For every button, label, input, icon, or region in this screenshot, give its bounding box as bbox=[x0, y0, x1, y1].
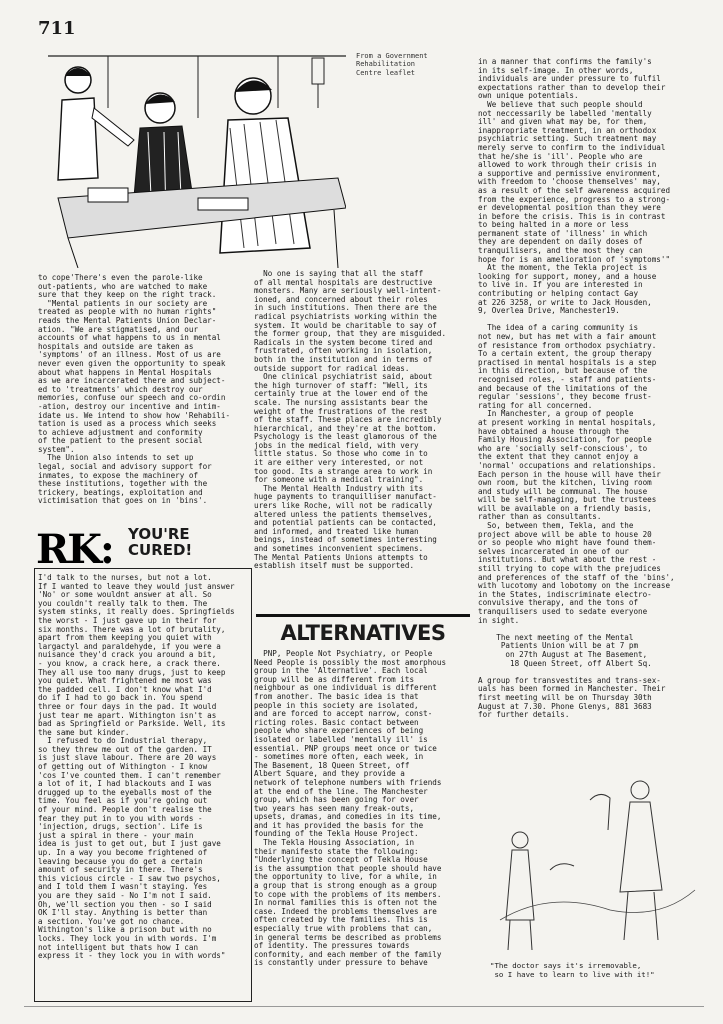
article-column-2: No one is saying that all the staff of all mental hospitals are destructive monsters. Many are seriously well-intent- ioned, and concerned about their roles in such institutions. Then there are the radical psychiatrists working within the system. It would be charitable to say of the former group, that they are misguided. Radicals in the system become tired and frustrated, often working in isolation, both in the institution and in terms of outside support for radical ideas. One clinical psychiatrist said, about the high turnover of staff: "Well, its certainly true at the lower end of the scale. The nursing assistants bear the weight of the frustrations of the rest of the staff. These places are incredibly hierarchical, and they're at the bottom. Psychology is the least glamorous of the jobs in the medical field, with very little status. So those who come in to it are either very interested, or not too good. Its a strange area to work in for someone with a medical training". The Mental Health Industry with its huge payments to tranquilliser manufact- urers like Roche, will not be radically altered unless the patients themselves, and potential patients can be contacted, and informed, and treated like human beings, instead of sometimes interesting and sometimes inconvenient specimens. The Mental Patients Unions attempts to establish itself must be supported. bbox=[254, 270, 447, 571]
rk-heading bbox=[36, 525, 246, 573]
page-number: 711 bbox=[38, 18, 76, 39]
article-column-3: in a manner that confirms the family's in its self-image. In other words, individuals are under pressure to fulfil expectations rather than to develop their own unique potentials. We believe that such people should not neccessarily be labelled 'mentally ill' and given what may be, for them, inappropriate treatment, in an orthodox psychiatric setting. Such treatment may merely serve to confirm to the individual that he/she is 'ill'. People who are allowed to work through their crisis in a supportive and permissive environment, with freedom to 'choose themselves' may, as a result of the self awareness acquired from the experience, progress to a strong- er developmental position than they were in before the crisis. This is in contrast to being halted in a more or less permanent state of 'illness' in which they are dependent on daily doses of tranquilisers, and the most they can hope for is an amelioration of 'symptoms'" At the moment, the Tekla project is looking for support, money, and a house to live in. If you are interested in contributing or helping contact Gay at 226 3258, or write to Jack Housden, 9, Overlea Drive, Manchester19. The idea of a caring community is not new, but has met with a fair amount of resistance from orthodox psychiatry. To a certain extent, the group therapy practised in mental hospitals is a step in this direction, but because of the recognised roles, - staff and patients- and because of the limitations of the regular 'sessions', they become frust- rating for all concerned. In Manchester, a group of people at present working in mental hospitals, have obtained a house through the Family Housing Association, for people who are 'socially self-conscious', to the extent that they cannot enjoy a 'normal' occupations and relationships. Each person in the house will have their own room, but the kitchen, living room and study will be communal. The house will be self-managing, but the trustees will be available on a friendly basis, rather than as consultants. So, between them, Tekla, and the project above will be able to house 20 or so people who might have found them- selves incarcerated in one of our institutions. But what about the rest - still trying to cope with the prejudices and preferences of the staff of the 'bins', with lucotomy and lobotomy on the increase in the States, indiscriminate electro- convulsive therapy, and the tons of tranquilisers used to sedate everyone in sight. The next meeting of the Mental Patients Union will be at 7 pm on 27th August at The Basement, 18 Queen Street, off Albert Sq. A group for transvestites and trans-sex- uals has been formed in Manchester. Their first meeting will be on Thursday 30th August at 7.30. Phone Glenys, 881 3683 for further details. bbox=[478, 58, 675, 720]
rk-subtitle: YOU'RE CURED! bbox=[128, 525, 193, 559]
cartoon-caption: "The doctor says it's irremovable, so I have to learn to live with it!" bbox=[490, 961, 655, 979]
alternatives-column: PNP, People Not Psychiatry, or People Need People is possibly the most amorphous group in the 'Alternative'. Each local group will be as different from its neighbour as one individual is different from another. The basic idea is that people in this society are isolated, and are forced to accept narrow, const- ricting roles. Basic contact between people who share experiences of being isolated or labelled 'mentally ill' is essential. PNP groups meet once or twice - sometimes more often, each week, in The Basement, 18 Queen Street, off Albert Square, and they provide a network of telephone numbers with friends at the end of the line. The Manchester group, which has been going for over two years has seen many freak-outs, upsets, dramas, and comedies in its time, and it has provided the basis for the founding of the Tekla House Project. The Tekla Housing Association, in their manifesto state the following: "Underlying the concept of Tekla House is the assumption that people should have the opportunity to live, for a while, in a group that is strong enough as a group to cope with the problems of its members. In normal families this is often not the case. Indeed the problems themselves are often created by the families. This is especially true with problems that can, in general terms be described as problems of identity. The pressures towards conformity, and each member of the family is constantly under pressure to behave bbox=[254, 650, 447, 968]
testimony-text: I'd talk to the nurses, but not a lot. If I wanted to leave they would just answer 'No' or some wouldnt answer at all. So you couldn't really talk to them. The system stinks, it really does. Springfields the worst - I just gave up in their for six months. There was a lot of brutality, apart from them keeping you quiet with largactyl and paraldehyde, if you were a nuisance they'd crack you around a bit, - you know, a crack here, a crack there. They all use too many drugs, just to keep you quiet. What frightened me most was the padded cell. I don't know what I'd do if I had to go back in. You spend three or four days in the pad. It would just tear me apart. Withington isn't as bad as Springfield or Parkside. Well, its the same but kinder. I refused to do Industrial therapy, so they threw me out of the garden. IT is just slave labour. There are 20 ways of getting out of Withington - I know 'cos I've counted them. I can't remember a lot of it, I had blackouts and I was drugged up to the eyeballs most of the time. You feel as if you're going out of your mind. People don't realise the fear they put in to you with words - 'injection, drugs, section'. Life is just a spiral in there - your main idea is just to get out, but I just gave up. In a way you become frightened of leaving because you do get a certain amount of security in there. There's this vicious circle - I saw two psychos, and I told them I wasn't staying. Yes you are they said - No I'm not I said. Oh, we'll section you then - so I said OK I'll stay. Anything is better than a section. You've got no chance. Withington's like a prison but with no locks. They lock you in with words. I'm not intelligent but thats how I can express it - they lock you in with words" bbox=[38, 574, 235, 961]
doctor-cartoon bbox=[490, 770, 700, 960]
illustration-caption: From a Government Rehabilitation Centre leaflet bbox=[356, 52, 428, 77]
rk-initials: RK: bbox=[36, 526, 113, 573]
workshop-illustration bbox=[48, 48, 346, 268]
article-column-1: to cope'There's even the parole-like out-patients, who are watched to make sure that they keep on the right track. "Mental patients in our society are treated as people with no human rights" reads the Mental Patients Union Declar- ation. "We are stigmatised, and our accounts of what happens to us in mental hospitals and outside are taken as 'symptoms' of an illness. Most of us are never even given the opportunity to speak about what happens in Mental Hospitals as we are incarcerated there and subject- ed to 'treatments' which destroy our memories, confuse our speech and co-ordin -ation, destroy our incentive and intim- idate us. We intend to show how 'Rehabili- tation is used as a process which seeks to achieve adjustment and conformity of the patient to the present social system". The Union also intends to set up legal, social and advisory support for inmates, to expose the machinery of these institutions, together with the trickery, beatings, exploitation and victimisation that goes on in 'bins'. bbox=[38, 274, 231, 506]
alternatives-heading-bar bbox=[256, 614, 470, 647]
bottom-divider bbox=[24, 1006, 704, 1007]
alternatives-heading: ALTERNATIVES bbox=[280, 621, 446, 645]
